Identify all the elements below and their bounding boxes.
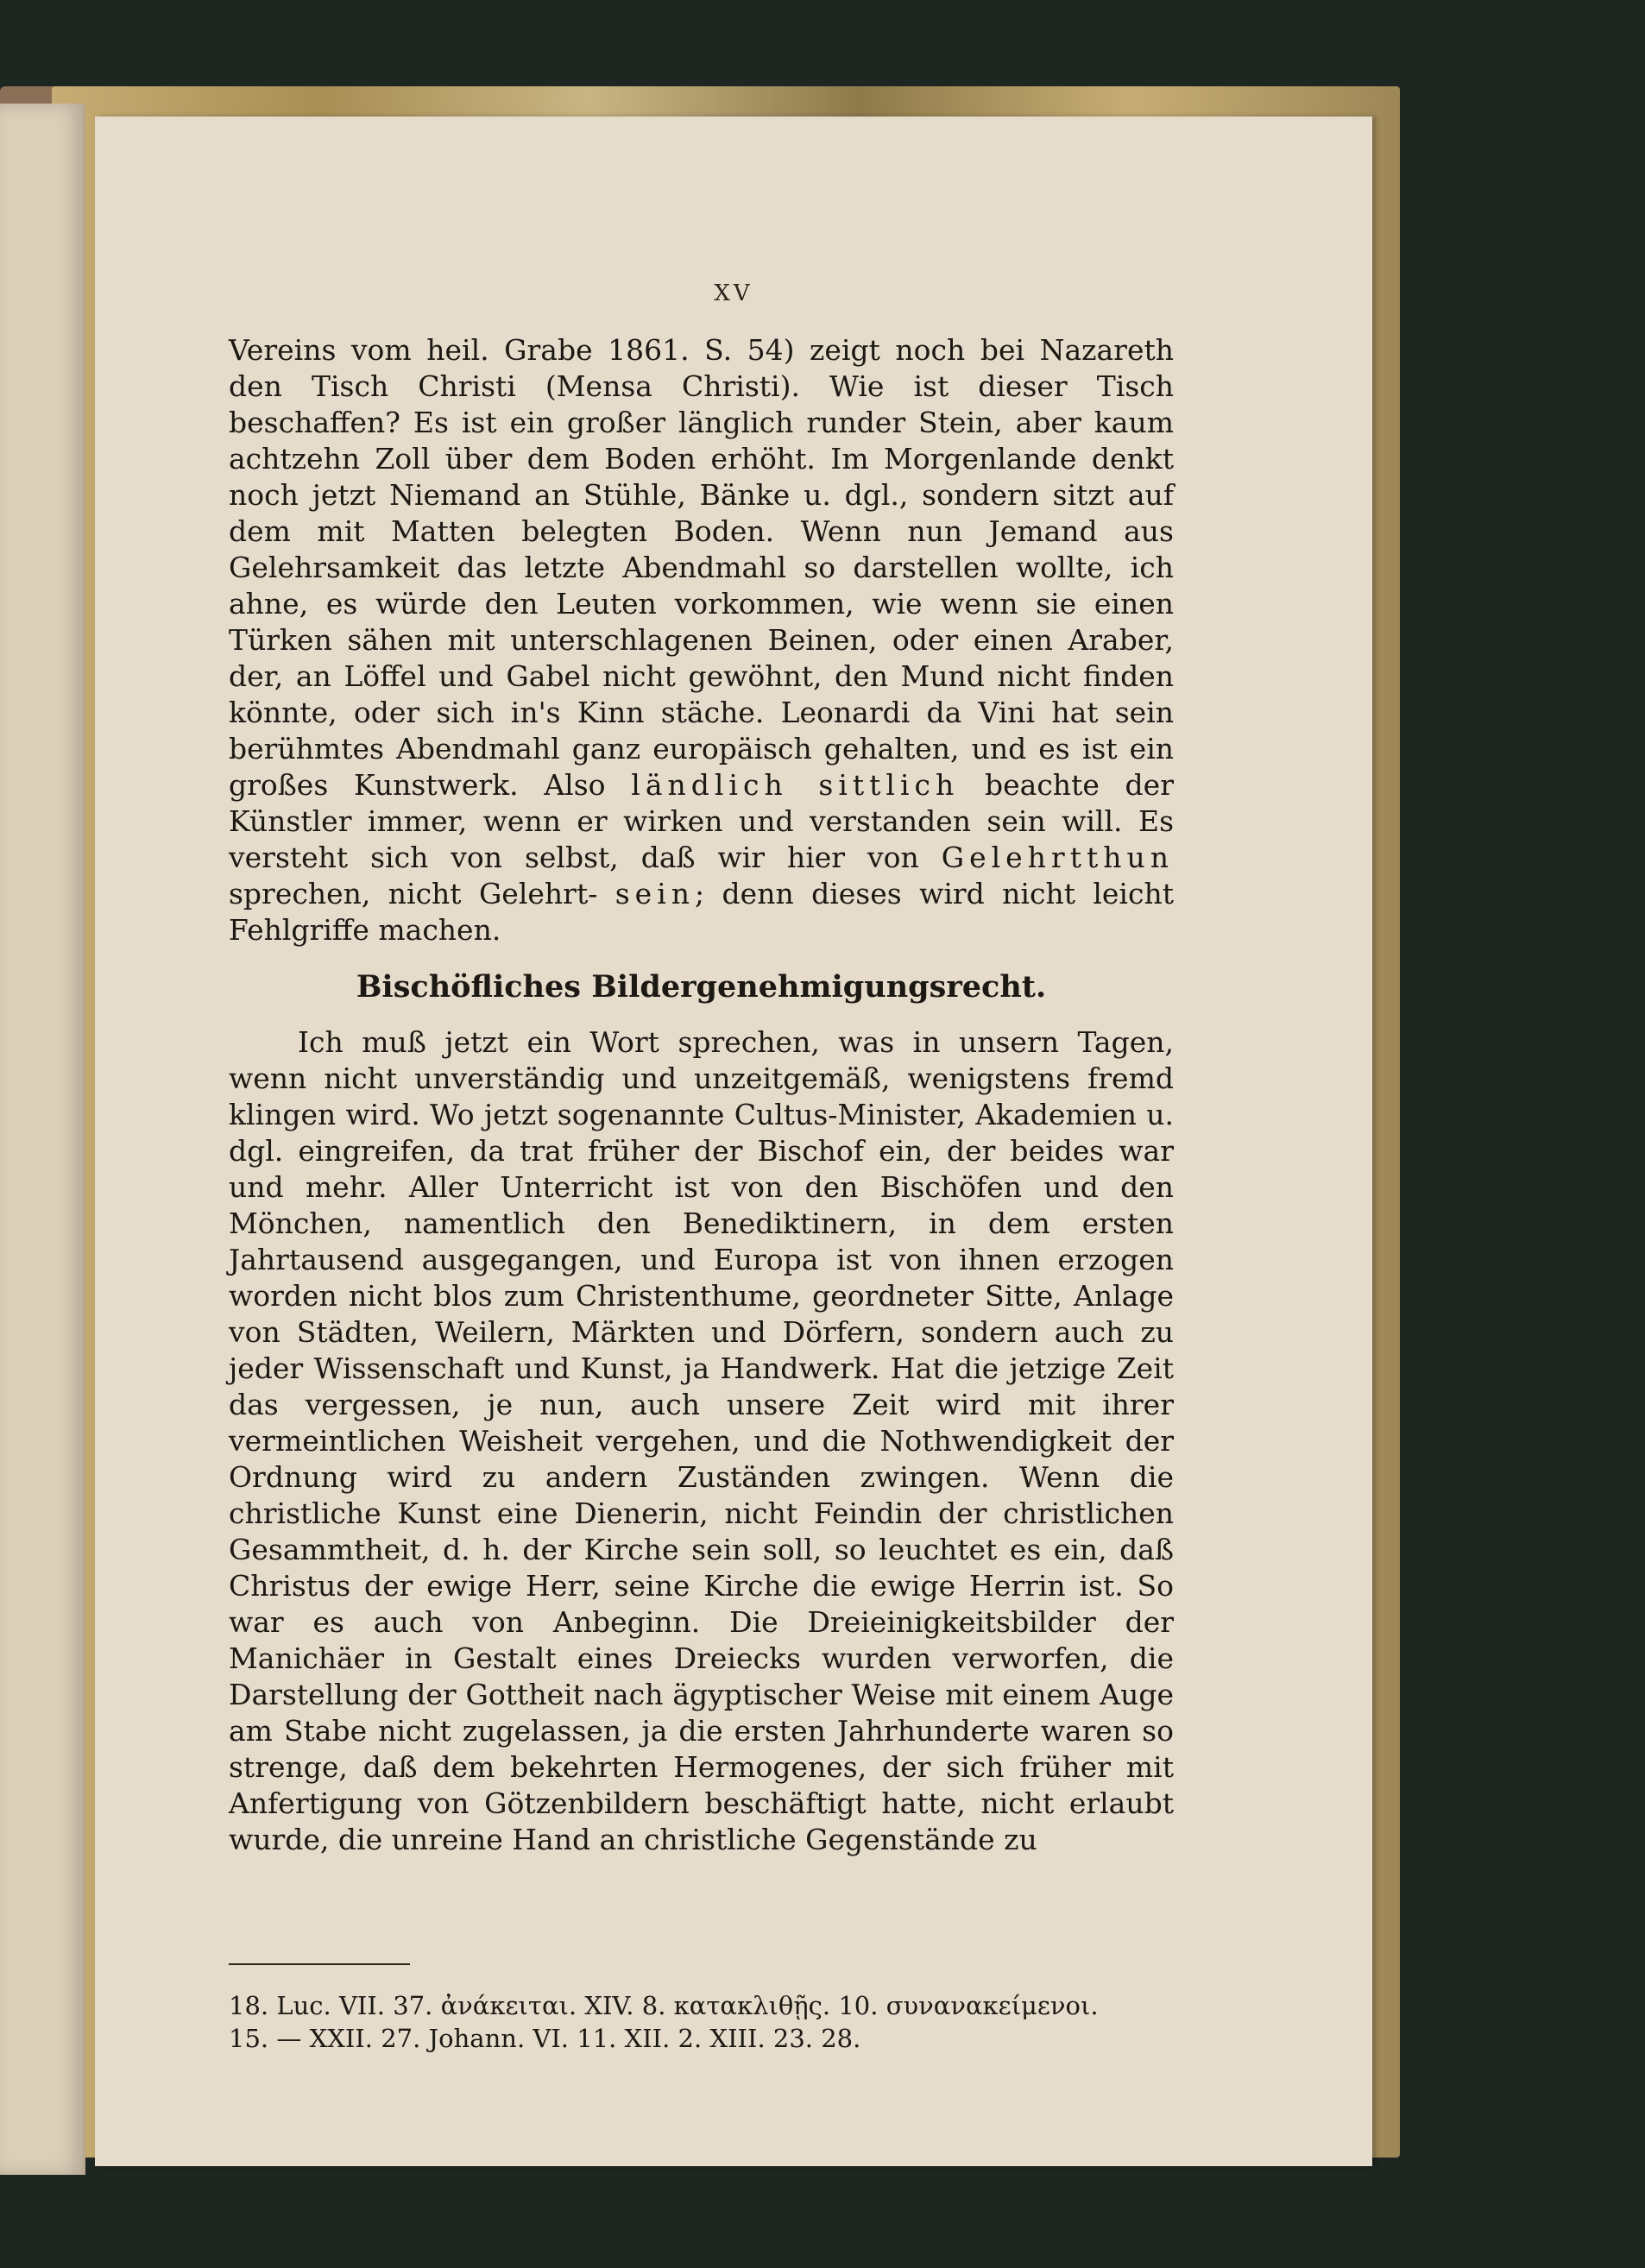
page-body: [229, 332, 1174, 1858]
footnote-line: 15. — XXII. 27. Johann. VI. 11. XII. 2. XIII. 23. 28.: [229, 2024, 861, 2053]
section-heading: Bischöfliches Bildergenehmigungsrecht.: [356, 969, 1047, 1005]
footnotes: [229, 1989, 1178, 2055]
paragraph: Ich muß jetzt ein Wort sprechen, was in unsern Tagen, wenn nicht unverständig und unzeitgemäß, wenigstens fremd klingen wird. Wo jetzt sogenannte Cultus-Minister, Akademien u. dgl. eingreifen, da trat früher der Bischof ein, der beides war und mehr. Aller Unterricht ist von den Bischöfen und den Mönchen, namentlich den Benediktinern, in dem ersten Jahrtausend ausgegangen, und Europa ist von ihnen erzogen worden nicht blos zum Christenthume, geordneter Sitte, Anlage von Städten, Weilern, Märkten und Dörfern, sondern auch zu jeder Wissenschaft und Kunst, ja Handwerk. Hat die jetzige Zeit das vergessen, je nun, auch unsere Zeit wird mit ihrer vermeintlichen Weisheit vergehen, und die Nothwendigkeit der Ordnung wird zu andern Zuständen zwingen. Wenn die christliche Kunst eine Dienerin, nicht Feindin der christlichen Gesammtheit, d. h. der Kirche sein soll, so leuchtet es ein, daß Christus der ewige Herr, seine Kirche die ewige Herrin ist. So war es auch von Anbeginn. Die Dreieinigkeitsbilder der Manichäer in Gestalt eines Dreiecks wurden verworfen, die Darstellung der Gottheit nach ägyptischer Weise mit einem Auge am Stabe nicht zugelassen, ja die ersten Jahrhunderte waren so strenge, daß dem bekehrten Hermogenes, der sich früher mit Anfertigung von Götzenbildern beschäftigt hatte, nicht erlaubt wurde, die unreine Hand an christliche Gegenstände zu: [229, 1025, 1174, 1856]
paragraph-text: ; denn dieses wird nicht leicht Fehlgriffe machen.: [229, 877, 1174, 947]
footnote-line: 18. Luc. VII. 37. ἀνάκειται. XIV. 8. κατακλιθῇς. 10. συνανακείμενοι.: [229, 1991, 1099, 2020]
book-page: [95, 117, 1372, 2166]
footnote-divider: [229, 1963, 410, 1965]
paragraph-text: Vereins vom heil. Grabe 1861. S. 54) zeigt noch bei Nazareth den Tisch Christi (Mensa Christi). Wie ist dieser Tisch beschaffen? Es ist ein großer länglich runder Stein, aber kaum achtzehn Zoll über dem Boden erhöht. Im Morgenlande denkt noch jetzt Niemand an Stühle, Bänke u. dgl., sondern sitzt auf dem mit Matten belegten Boden. Wenn nun Jemand aus Gelehrsamkeit das letzte Abendmahl so darstellen wollte, ich ahne, es würde den Leuten vorkommen, wie wenn sie einen Türken sähen mit unterschlagenen Beinen, oder einen Araber, der, an Löffel und Gabel nicht gewöhnt, den Mund nicht finden könnte, oder sich in's Kinn stäche. Leonardi da Vini hat sein berühmtes Abendmahl ganz europäisch gehalten, und es ist ein großes Kunstwerk. Also: [229, 333, 1174, 802]
left-page-edge: [0, 104, 85, 2175]
paragraph-continuation: [229, 332, 1174, 948]
spaced-phrase: ländlich sittlich: [631, 768, 960, 802]
spaced-word: sein: [615, 877, 696, 910]
page-number: XV: [714, 280, 753, 306]
paragraph-text: sprechen, nicht Gelehrt-: [229, 877, 598, 910]
paragraph-text: beachte der Künstler immer, wenn er wirken und verstanden sein will. Es versteht sich von selbst, daß wir hier von: [229, 768, 1174, 874]
spaced-word: Gelehrtthun: [941, 841, 1174, 874]
